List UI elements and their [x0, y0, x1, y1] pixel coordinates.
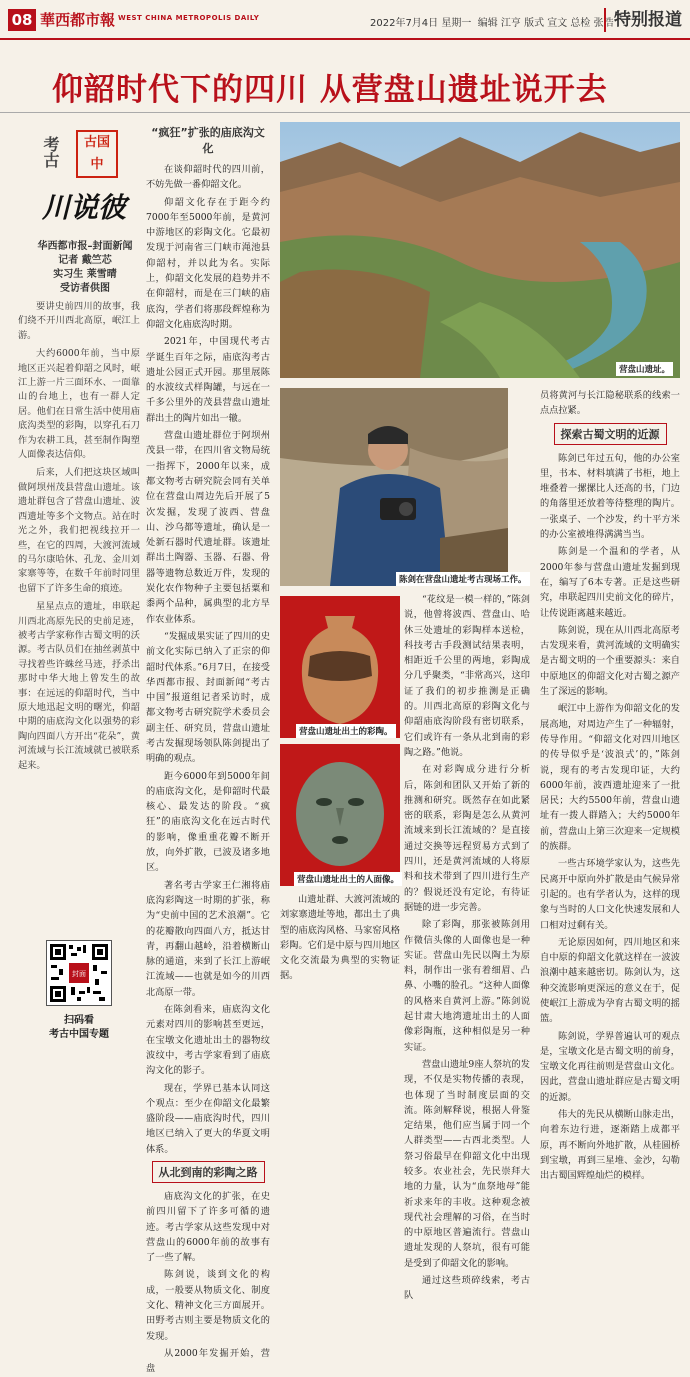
paragraph: 庙底沟文化的扩张，在史前四川留下了许多可循的遗迹。考古学家从这些发现中对营盘山的6000年前的故事有了一些了解。 [146, 1191, 270, 1264]
paragraph: 营盘山遗址群位于阿坝州茂县一带，在四川省文物局统一指挥下，2000年以来，成都文物考古研究院会同有关单位在营盘山周边先后开展了5次发掘，发现了波西、营盘山、沙乌都等遗址，确认是一处新石器时代遗址群。该遗址群出土陶器、玉器、石器、骨器等遗物总数近万件，发现的炭化农作物种子主要包括粟和黍两个品种，属典型的北方旱作农业体系。 [146, 430, 270, 625]
subheading: 从北到南的彩陶之路 [146, 1161, 270, 1183]
intro-paragraph: 星星点点的遗址，串联起川西北高原先民的史前足迹，被考古学家称作古蜀文明的沃源。考古队员们在抽丝剥茧中寻找着些许蛛丝马迹，抒杀出那时中华大地上曾发生的故事：在远远的仰韶时代，当中原大地迅起文明的曙光，仰韶中期的庙底沟文化以强势的彩陶向四面八方开出“花朵”，黄河流域与长江流域就已被联系起来。 [18, 601, 140, 771]
mask-photo [280, 744, 400, 886]
intro-paragraph: 要讲史前四川的故事，我们绕不开川西北高原，岷江上游。 [18, 301, 140, 341]
newspaper-logo-en: WEST CHINA METROPOLIS DAILY [118, 14, 260, 22]
paragraph: 一些古环境学家认为，这些先民离开中原向外扩散是由气候异常引起的。也有学者认为，这样的现象与当时的人口文化快速发展和人口相对过剩有关。 [540, 858, 680, 931]
page-header [0, 0, 690, 40]
paragraph: 陈剑说，现在从川西北高原考古发现来看，黄河流域的文明确实是古蜀文明的一个重要源头：来自中原地区的仰韶文化对古蜀之源产生了深远的影响。 [540, 624, 680, 698]
paragraph: 岷江中上游作为仰韶文化的发展高地，对周边产生了一种辐射，传导作用。“仰韶文化对四川地区的传导似乎是‘波浪式’的，”陈剑说，现有的考古发现印证，大约6000年前，波西遗址迎来了一批居民；大约5500年前，营盘山遗址有一拨人群踏入；大约5000年前，营盘山上第三次迎来一定规模的族群。 [540, 703, 680, 853]
paragraph: 营盘山遗址9座人祭坑的发现，不仅是实物传播的表现，也体现了当时制度层面的交流。陈剑解释说，根据人骨鉴定结果，他们应当属于同一个人群类型——古西北类型。人祭习俗最早在仰韶文化中出现较多。农业社会，先民崇拜大地的力量，认为“血祭地母”能祈求来年的丰收。这种观念被现代社会理解的习俗，在当时的中原地区普遍流行。营盘山遗址发现的人祭坑，很有可能是受到了仰韶文化的影响。 [404, 1058, 530, 1269]
qr-label [18, 1014, 140, 1042]
pottery-image [280, 596, 400, 738]
paragraph: 陈剑是一个温和的学者，从2000年参与营盘山遗址发掘到现在，编写了6本专著。正是这些研究，串联起四川史前文化的碎片，让传说距离越来越近。 [540, 546, 680, 619]
date: 2022年7月4日 星期一 [370, 18, 472, 29]
photo-caption: 营盘山遗址出土的彩陶。 [296, 724, 396, 738]
paragraph: 2021年，中国现代考古学诞生百年之际，庙底沟考古遗址公园正式开园。那里展陈的水波纹式样陶罐，与远在一千多公里外的茂县营盘山遗址群出土的陶片如出一辙。 [146, 336, 270, 424]
logo-seal: 古国中 [76, 130, 118, 178]
pottery-photo [280, 596, 400, 738]
paragraph: 通过这些琐碎线索，考古队 [404, 1275, 530, 1302]
byline [30, 240, 140, 296]
landscape-photo [280, 122, 680, 378]
logo-vertical-text: 考古 [41, 136, 60, 168]
landscape-image [280, 122, 680, 378]
photo-caption: 营盘山遗址出土的人面像。 [294, 872, 402, 886]
intro-paragraph: 大约6000年前，当中原地区正兴起着仰韶之风时，岷江上游一片三面环水、一面靠山的台地上，也有一群人定居。他们在日常生活中使用庙底沟类型的彩陶，以穿孔石刀作为农耕工具，甚至制作陶塑人面像表达信仰。 [18, 348, 140, 461]
paragraph: 从2000年发掘开始，营盘 [146, 1347, 270, 1375]
paragraph: 在对彩陶成分进行分析后，陈剑和团队又开始了新的推测和研究。既然存在如此紧密的联系，彩陶是怎么从黄河流域来到长江流域的？是直接通过交换等远程贸易方式到了四川，还是黄河流域的人将原料和技术带到了四川进行生产的？假说还没有定论，有待证据链的进一步完善。 [404, 764, 530, 913]
paragraph: 山遗址群、大渡河流域的刘家寨遗址等地，都出土了典型的庙底沟风格、马家窑风格彩陶。它们是中原与四川地区文化交流最为典型的实物证据。 [280, 894, 400, 982]
paragraph: 现在，学界已基本认同这个观点：至少在仰韶文化最繁盛阶段——庙底沟时代，四川地区已纳入了更大的华夏文明体系。 [146, 1082, 270, 1155]
article-column-1 [146, 120, 270, 1375]
article-column-3 [540, 388, 680, 1182]
qr-code[interactable] [46, 940, 112, 1006]
paragraph: “发掘成果实证了四川的史前文化实际已纳入了正宗的仰韶时代体系。”6月7日，在接受华西都市报、封面新闻“考古中国”报道组记者采访时，成都文物考古研究院学术委员会副主任、研究员，营盘山遗址考古发掘现场领队陈剑提出了明确的观点。 [146, 630, 270, 765]
paragraph: 在谈仰韶时代的四川前，不妨先做一番仰韶文化。 [146, 164, 270, 191]
article-column-2-upper [404, 592, 530, 1302]
intro-column [18, 300, 140, 820]
paragraph: 员将黄河与长江隐秘联系的线索一点点拉紧。 [540, 390, 680, 417]
byline-line: 华西都市报–封面新闻 [37, 241, 133, 252]
qr-badge: 封面 [72, 970, 86, 978]
paragraph: 在陈剑看来，庙底沟文化元素对四川的影响甚至更远，在宝墩文化遗址出土的器物纹波纹中，考古学家看到了庙底沟文化的影子。 [146, 1004, 270, 1077]
paragraph: 伟大的先民从横断山脉走出，向着东边行进，逐渐踏上成都平原，再不断向外地扩散，从桂圆桥到宝墩，再到三星堆、金沙，勾勒出古蜀国辉煌灿烂的模样。 [540, 1109, 680, 1182]
archaeologist-photo [280, 388, 508, 586]
paragraph: 著名考古学家王仁湘将庙底沟彩陶这一时期的扩张，称为“史前中国的艺术浪潮”。它的花瓣散向四面八方，抵达甘青，再翻山越岭，沿着横断山脉的通道，来到了长江上游岷江流域——也就是如今的川西北高原一带。 [146, 879, 270, 998]
editors: 编辑 江亨 版式 宣文 总检 张浩 [477, 18, 614, 29]
paragraph: 仰韶文化存在于距今约7000年至5000年前，是黄河中游地区的彩陶文化。它最初发现于河南省三门峡市渑池县仰韶村，并以此为名。实际上，仰韶文化发展的趋势并不在仰韶村，而是在三门峡的庙底沟，学者们将那段辉煌称为仰韶文化庙底沟时期。 [146, 196, 270, 330]
paragraph: 陈剑说，谈到文化的构成，一般要从物质文化、制度文化、精神文化三方面展开。田野考古则主要是物质文化的发现。 [146, 1269, 270, 1342]
mask-image [280, 744, 400, 886]
logo-script: 川说彼 [42, 191, 127, 224]
intro-paragraph: 后来，人们把这块区域叫做阿坝州茂县营盘山遗址。该遗址群包含了营盘山遗址、波西遗址等多个文物点。站在时光之外，我们把视线拉开一些，在它的四周，大渡河流域的马尔康哈休、孔龙、金川刘家寨等等，在数千年前时同里也留下了许多生命的痕迹。 [18, 467, 140, 594]
paragraph: 除了彩陶，那张被陈剑用作微信头像的人面像也是一种实证。营盘山先民以陶土为原料，制作出一张有着细眉、凸鼻、小嘴的脸孔。“这种人面像的风格来自黄河上游。”陈剑说起甘肃大地湾遗址出土的人面像彩陶瓶，这种相似是另一种实证。 [404, 919, 530, 1053]
photo-caption: 营盘山遗址。 [616, 362, 673, 376]
qr-label-line: 扫码看 [64, 1015, 94, 1026]
subheading: 探索古蜀文明的近源 [540, 423, 680, 445]
photo-caption: 陈剑在营盘山遗址考古现场工作。 [396, 572, 530, 586]
page-number: 08 [8, 9, 36, 31]
paragraph: 无论原因如何，四川地区和来自中原的仰韶文化就这样在一波波浪潮中越来越密切。陈剑认为，这种交流影响更深远的意义在于，促使岷江上游成为孕育古蜀文明的摇篮。 [540, 936, 680, 1025]
paragraph: 陈剑已年过五旬，他的办公室里，书本、材料填满了书柜，地上堆叠着一摞摞比人还高的书，门边的角落里还放着等待整理的陶片。一张桌子、一个沙发，约十平方米的办公室被堆得满满当当。 [540, 452, 680, 541]
byline-line: 记者 戴竺芯 [58, 255, 112, 266]
subheading: “疯狂”扩张的庙底沟文化 [151, 126, 265, 155]
dateline [370, 14, 614, 29]
qr-code-icon [47, 941, 111, 1005]
newspaper-logo: 華西都市報 [40, 11, 116, 29]
section-title: 特别报道 [604, 8, 682, 32]
column-logo [30, 122, 130, 232]
paragraph: 陈剑说，学界普遍认可的观点是，宝墩文化是古蜀文明的前身，宝墩文化再往前则是营盘山文化。因此，营盘山遗址群应是古蜀文明的近源。 [540, 1030, 680, 1103]
paragraph: “花纹是一模一样的，”陈剑说，他曾将波西、营盘山、哈休三处遗址的彩陶样本送检，科技考古手段测试结果表明，相距近千公里的两地，彩陶成分几乎聚类，“非常高兴，这印证了我们的初步推测是正确的。川西北高原的彩陶文化与仰韶庙底沟阶段有密切联系，它们或许有一条从北到南的彩陶之路。”他说。 [404, 594, 530, 758]
article-column-2-lower [280, 892, 400, 1044]
divider [0, 112, 690, 113]
byline-line: 实习生 莱雪晴 [53, 269, 117, 280]
article-headline: 仰韶时代下的四川 从营盘山遗址说开去 [52, 72, 608, 108]
byline-line: 受访者供图 [60, 283, 110, 294]
paragraph: 距今6000年到5000年间的庙底沟文化，是仰韶时代最核心、最发达的阶段。“疯狂”的庙底沟文化在远古时代的影响，像重重花瓣不断开放，向外扩散，已波及诸多地区。 [146, 770, 270, 874]
archaeologist-image [280, 388, 508, 586]
qr-label-line: 考古中国专题 [49, 1029, 109, 1040]
